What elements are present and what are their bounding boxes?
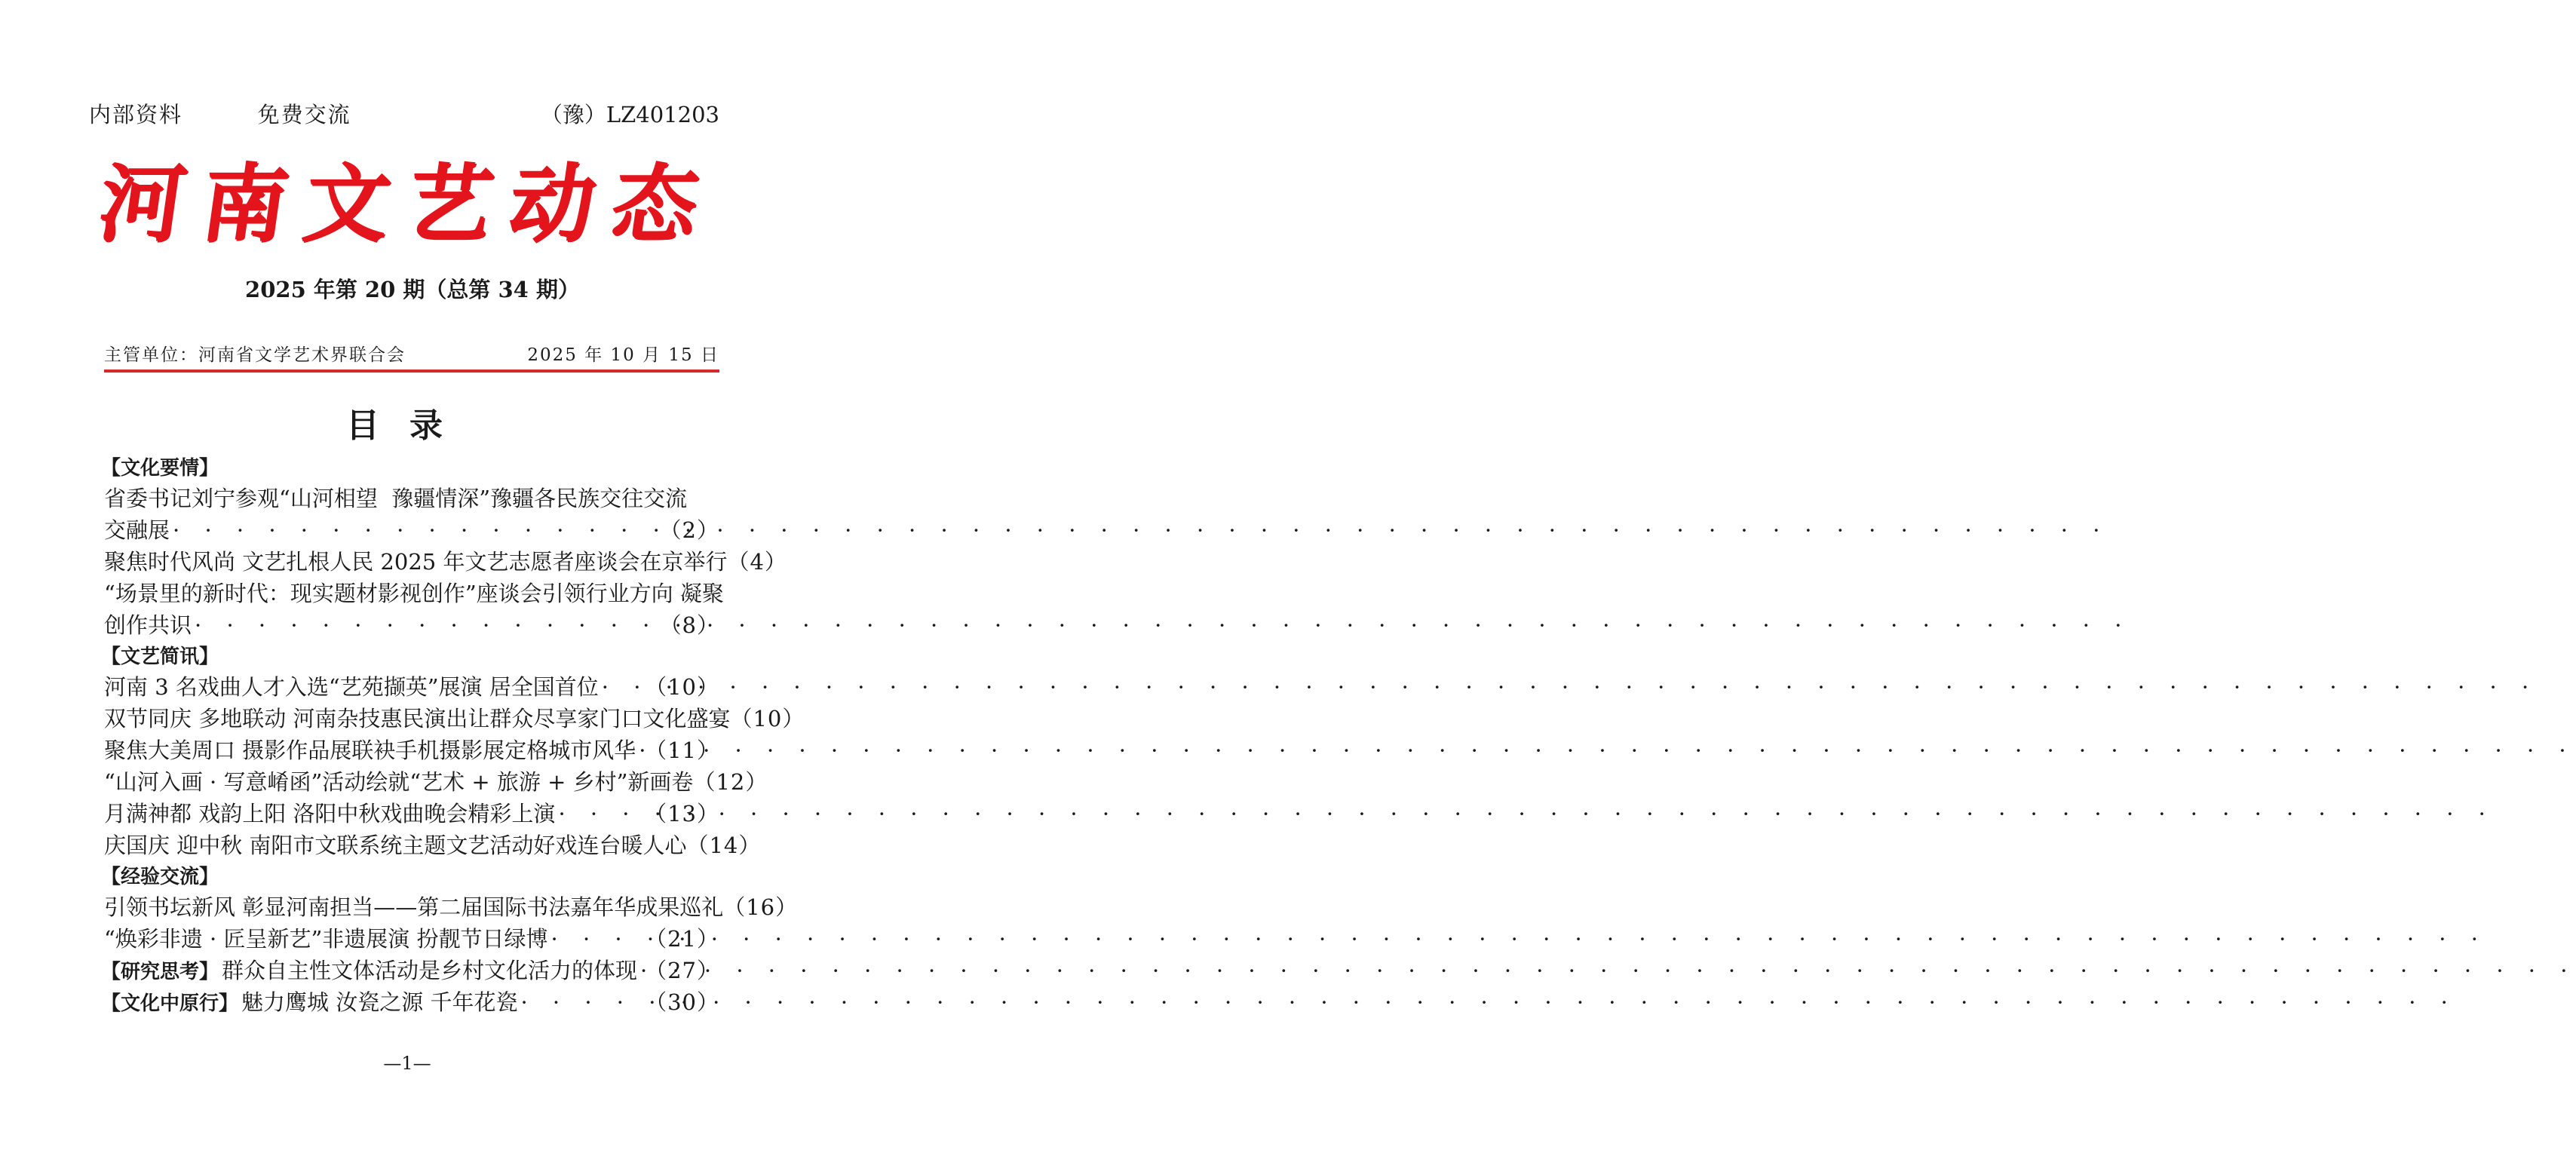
toc-entry-title: 聚焦时代风尚 文艺扎根人民 2025 年文艺志愿者座谈会在京举行	[104, 549, 728, 575]
leader-dots	[640, 955, 642, 986]
toc-entry[interactable]	[104, 830, 762, 861]
toc-entry[interactable]	[104, 734, 719, 766]
toc-section-heading: 【文化中原行】	[101, 992, 239, 1014]
toc-entry-title: 双节同庆 多地联动 河南杂技惠民演出让群众尽享家门口文化盛宴	[104, 706, 731, 731]
toc-entry[interactable]	[104, 891, 799, 923]
toc-entry[interactable]	[104, 703, 805, 734]
toc-page-number: （27）	[645, 958, 719, 983]
toc-entry-title: “焕彩非遗 · 匠呈新艺”非遗展演 扮靓节日绿博	[104, 926, 548, 952]
toc-page-number: （13）	[645, 801, 719, 826]
publish-date: 2025 年 10 月 15 日	[527, 345, 719, 365]
toc-entry[interactable]	[104, 923, 719, 955]
toc-entry-title: 创作共识	[104, 612, 192, 638]
toc-entry[interactable]: 省委书记刘宁参观“山河相望 豫疆情深”豫疆各民族交往交流	[104, 486, 688, 511]
toc-entry-title: 聚焦大美周口 摄影作品展联袂手机摄影展定格城市风华	[104, 738, 636, 763]
toc-entry-title: 群众自主性文体活动是乡村文化活力的体现	[222, 958, 638, 983]
toc-entry-title: 庆国庆 迎中秋 南阳市文联系统主题文艺活动好戏连台暖人心	[104, 833, 687, 858]
toc-entry[interactable]	[104, 671, 719, 703]
toc-page-number: （30）	[645, 989, 719, 1015]
leader-dots	[520, 986, 642, 1018]
toc-entry-title: 魅力鹰城 汝瓷之源 千年花瓷	[241, 989, 518, 1015]
toc-section-heading: 【经验交流】	[101, 865, 219, 888]
toc-entry-title: 月满神都 戏韵上阳 洛阳中秋戏曲晚会精彩上演	[104, 801, 556, 826]
leader-dots	[551, 923, 642, 955]
toc-page-number: （8）	[659, 612, 719, 638]
internal-material-label: 内部资料 免费交流	[89, 102, 351, 127]
leader-dots	[639, 734, 642, 766]
table-of-contents	[101, 452, 805, 1018]
page-number: —1—	[383, 1053, 431, 1074]
issue-number: 2025 年第 20 期（总第 34 期）	[245, 277, 580, 302]
toc-section-heading: 【文艺简讯】	[101, 645, 219, 667]
toc-entry[interactable]	[104, 609, 719, 641]
toc-page-number: （21）	[645, 926, 719, 952]
toc-page-number: （2）	[659, 517, 719, 543]
toc-page-number: （4）	[727, 549, 787, 575]
leader-dots	[602, 671, 642, 703]
toc-entry-title: 河南 3 名戏曲人才入选“艺苑撷英”展演 居全国首位	[104, 674, 599, 700]
toc-entry[interactable]	[104, 798, 719, 830]
supervising-unit: 主管单位：河南省文学艺术界联合会	[104, 345, 406, 365]
leader-dots	[173, 514, 657, 546]
toc-entry[interactable]	[101, 955, 719, 986]
toc-page-number: （14）	[686, 833, 762, 858]
toc-page-number: （16）	[723, 894, 799, 920]
toc-section-heading: 【研究思考】	[101, 960, 219, 983]
toc-page-number: （10）	[645, 674, 719, 700]
toc-entry[interactable]: “场景里的新时代：现实题材影视创作”座谈会引领行业方向 凝聚	[104, 581, 724, 606]
masthead-title: 河南文艺动态	[92, 155, 722, 253]
leader-dots	[558, 798, 642, 830]
toc-page-number: （11）	[645, 738, 719, 763]
toc-entry[interactable]	[104, 766, 768, 798]
toc-entry-title: 交融展	[104, 517, 170, 543]
toc-section-heading: 【文化要情】	[101, 456, 219, 479]
toc-entry[interactable]	[101, 986, 719, 1018]
toc-entry-title: “山河入画 · 写意崤函”活动绘就“艺术 + 旅游 + 乡村”新画卷	[104, 769, 694, 795]
toc-entry[interactable]	[104, 514, 719, 546]
leader-dots	[195, 609, 657, 641]
license-number: （豫）LZ401203	[540, 102, 719, 127]
toc-entry-title: 引领书坛新风 彰显河南担当——第二届国际书法嘉年华成果巡礼	[104, 894, 724, 920]
toc-title: 目录	[346, 406, 473, 445]
toc-page-number: （10）	[730, 706, 805, 731]
toc-page-number: （12）	[693, 769, 768, 795]
toc-entry[interactable]	[104, 546, 787, 578]
red-divider	[104, 370, 719, 373]
